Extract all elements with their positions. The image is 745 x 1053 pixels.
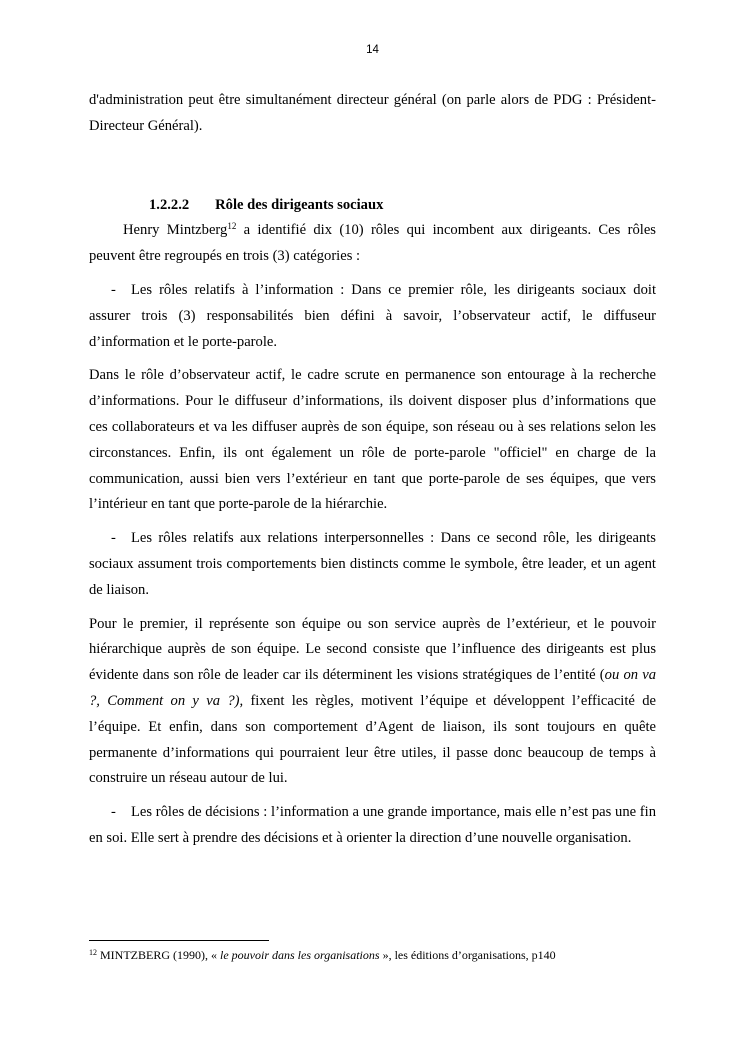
footnote-text-2: », les éditions d’organisations, p140 [379,948,556,962]
intro-paragraph: d'administration peut être simultanément directeur général (on parle alors de PDG : Président-Directeur Général). [89,92,656,134]
section-number: 1.2.2.2 [149,196,190,213]
section-title: Rôle des dirigeants sociaux [215,196,384,213]
mintzberg-paragraph [89,218,656,270]
footnote-italic: le pouvoir dans les organisations [220,948,380,962]
bullet-dash: - [111,281,116,298]
leader-paragraph [89,612,656,793]
mintzberg-text: a identifié dix (10) rôles qui incombent aux dirigeants. Ces rôles peuvent être regroupés en trois (3) catégories : [89,222,656,265]
leader-text-1: Pour le premier, il représente son équipe ou son service auprès de l’extérieur, et le pouvoir hiérarchique auprès de son équipe. Le second consiste que l’influence des dirigeants est plus évidente dans son rôle de leader car ils déterminent les visions stratégiques de l’entité ( [89,615,656,684]
page-number: 14 [366,44,379,56]
bullet-dash: - [111,804,116,821]
footnote-separator [89,940,269,941]
footnote-number: 12 [89,948,97,957]
footnote-ref[interactable]: 12 [227,221,237,232]
footnote [89,947,689,963]
section-heading [89,193,656,219]
bullet-interpersonal-roles [89,526,656,603]
bullet-decision-roles [89,800,656,852]
bullet-information-roles [89,278,656,355]
author-text: Henry Mintzberg [123,222,228,239]
document-body [89,88,656,852]
bullet-text: Les rôles de décisions : l’information a une grande importance, mais elle n’est pas une fin en soi. Elle sert à prendre des décisions et à orienter la direction d’une nouvelle organisation. [89,804,656,846]
leader-text-2: fixent les règles, motivent l’équipe et développent l’efficacité de l’équipe. Et enfin, dans son comportement d’Agent de liaison, ils sont toujours en quête permanente d’informations qui pourraient leur être utiles, il passe donc beaucoup de temps à construire un réseau autour de lui. [89,692,656,787]
leader-italic-text: ou on va ?, Comment on y va ?), [89,667,656,709]
observer-paragraph: Dans le rôle d’observateur actif, le cadre scrute en permanence son entourage à la recherche d’informations. Pour le diffuseur d’informations, ils doivent disposer plus d’informations que ces collaborateurs et va les diffuser auprès de son équipe, son réseau ou à ses relations selon les circonstances. Enfin, ils ont également un rôle de porte-parole "officiel" en charge de la communication, aussi bien vers l’extérieur en tant que porte-parole de ses équipes, que vers l’intérieur en tant que porte-parole de la hiérarchie. [89,367,656,513]
bullet-text: Les rôles relatifs à l’information : Dans ce premier rôle, les dirigeants sociaux doit assurer trois (3) responsabilités bien défini à savoir, l’observateur actif, le diffuseur d’information et le porte-parole. [89,281,656,350]
footnote-text-1: MINTZBERG (1990), « [97,948,220,962]
bullet-text: Les rôles relatifs aux relations interpersonnelles : Dans ce second rôle, les dirigeants sociaux assument trois comportements bien distincts comme le symbole, être leader, et un agent de liaison. [89,530,656,598]
bullet-dash: - [111,530,116,547]
